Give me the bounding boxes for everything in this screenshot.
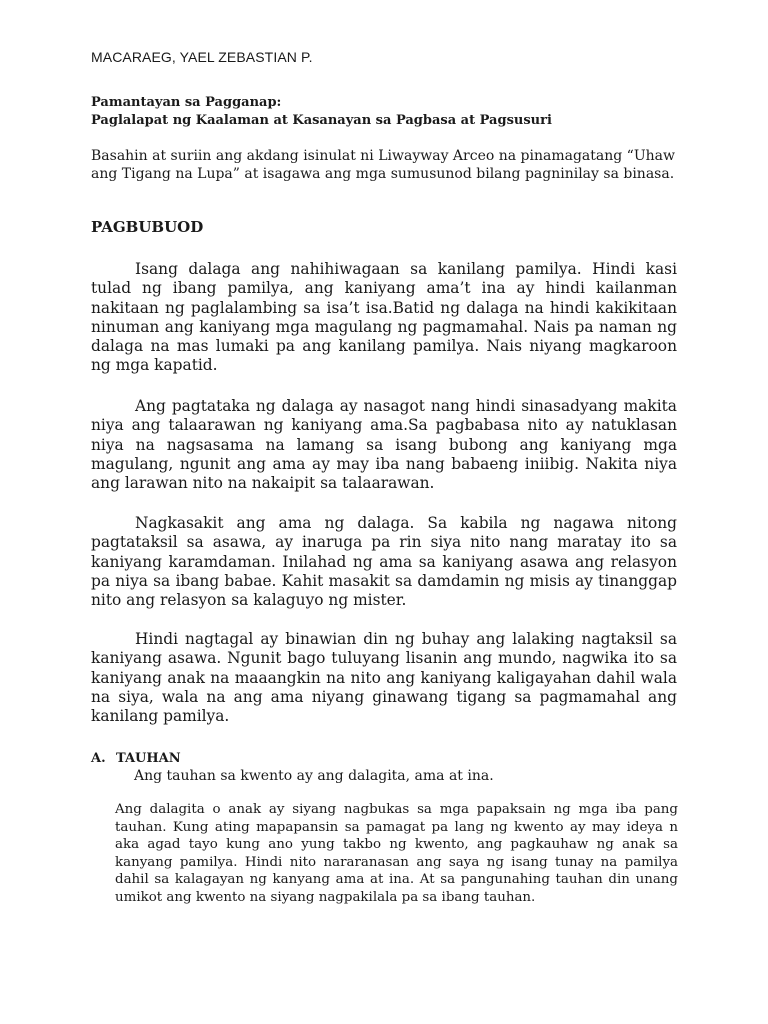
summary-paragraph: Nagkasakit ang ama ng dalaga. Sa kabila ng nagawa nitong pagtataksil sa asawa, ay inaruga pa rin siya nito nang maratay ito sa kaniyang karamdaman. Inilahad ng ama sa kaniyang asawa ang relasyon pa niya sa ibang babae. Kahit masakit sa damdamin ng misis ay tinanggap nito ang relasyon sa kalaguyo ng mister. xyxy=(91,514,677,610)
author-name: MACARAEG, YAEL ZEBASTIAN P. xyxy=(91,49,313,65)
summary-paragraph: Isang dalaga ang nahihiwagaan sa kanilang pamilya. Hindi kasi tulad ng ibang pamilya, ang kaniyang ama’t ina ay hindi kailanman nakitaan ng paglalambing sa isa’t isa.Batid ng dalaga na hindi kakikitaan ninuman ang kaniyang mga magulang ng pagmamahal. Nais pa naman ng dalaga na mas lumaki pa ang kanilang pamilya. Nais niyang magkaroon ng mga kapatid. xyxy=(91,260,677,375)
title-line-2: Paglalapat ng Kaalaman at Kasanayan sa Pagbasa at Pagsusuri xyxy=(91,113,552,128)
tauhan-paragraph: Ang dalagita o anak ay siyang nagbukas sa mga papaksain ng mga iba pang tauhan. Kung ating mapapansin sa pamagat pa lang ng kwento ay may ideya n aka agad tayo kung ano yung takbo ng kwento, ang pagkauhaw ng anak sa kanyang pamilya. Hindi nito nararanasan ang saya ng isang tunay na pamilya dahil sa kalagayan ng kanyang ama at ina. At sa pangunahing tauhan din unang umikot ang kwento na siyang nagpakilala pa sa ibang tauhan. xyxy=(115,802,678,905)
section-title: TAUHAN xyxy=(116,751,181,766)
tauhan-summary: Ang tauhan sa kwento ay ang dalagita, ama at ina. xyxy=(134,768,494,784)
section-heading-pagbubuod: PAGBUBUOD xyxy=(91,218,204,236)
intro-instructions: Basahin at suriin ang akdang isinulat ni Liwayway Arceo na pinamagatang “Uhaw ang Tigang na Lupa” at isagawa ang mga sumusunod bilang pagninilay sa binasa. xyxy=(91,148,675,182)
summary-paragraph: Hindi nagtagal ay binawian din ng buhay ang lalaking nagtaksil sa kaniyang asawa. Ngunit bago tuluyang lisanin ang mundo, nagwika ito sa kaniyang anak na maaangkin na nito ang kaniyang kaligayahan dahil wala na siya, wala na ang ama niyang ginawang tigang sa pagmamahal ang kanilang pamilya. xyxy=(91,630,677,726)
section-letter: A. xyxy=(91,751,106,766)
summary-paragraph: Ang pagtataka ng dalaga ay nasagot nang hindi sinasadyang makita niya ang talaarawan ng kaniyang ama.Sa pagbabasa nito ay natuklasan niya na nagsasama na lamang sa isang bubong ang kaniyang mga magulang, ngunit ang ama ay may iba nang babaeng iniibig. Nakita niya ang larawan nito na nakaipit sa talaarawan. xyxy=(91,397,677,493)
title-line-1: Pamantayan sa Pagganap: xyxy=(91,95,282,110)
section-heading-tauhan xyxy=(91,751,181,766)
document-title xyxy=(91,94,552,130)
